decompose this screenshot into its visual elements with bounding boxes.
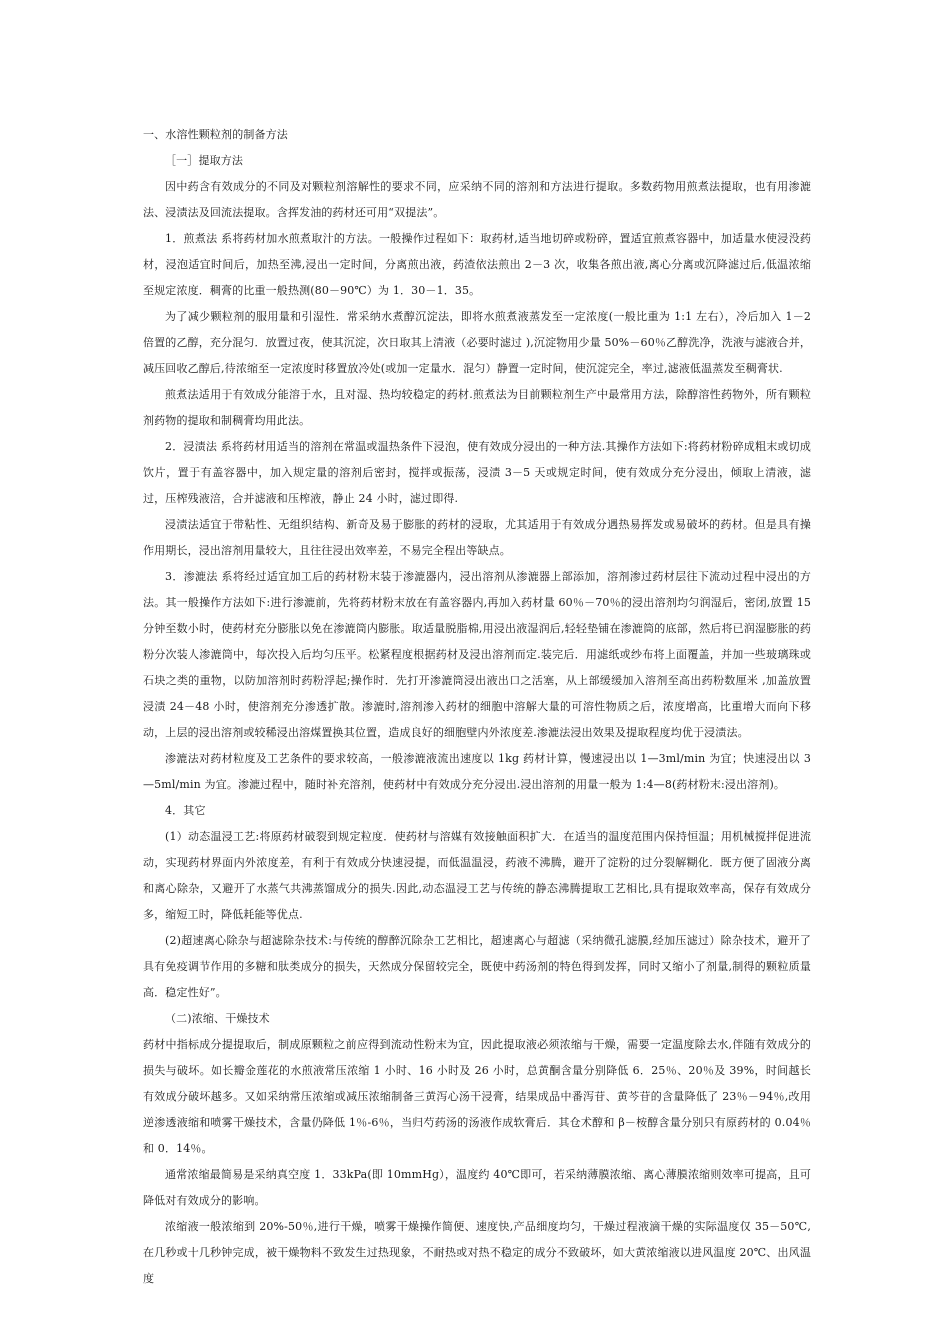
paragraph-maceration-method: 2．浸渍法 系将药材用适当的溶剂在常温或温热条件下浸泡，使有效成分浸出的一种方法.其操作方法如下:将药材粉碎成粗末或切成饮片，置于有盖容器中，加入规定量的溶剂后密封，搅拌或振荡，浸渍 3－5 天或规定时间，使有效成分充分浸出，倾取上清液，滤过，压榨残液涪，合并滤液和压榨液，静止 24 小时，滤过即得. — [143, 440, 811, 505]
document-page — [143, 122, 811, 1292]
paragraph-maceration-application: 浸渍法适宜于带粘性、无组织结构、新奇及易于膨胀的药材的浸取，尤其适用于有效成分遇热易挥发或易破坏的药材。但是具有操作用期长，浸出溶剂用量较大，且往往浸出效率差，不易完全程出等缺点。 — [143, 518, 811, 557]
paragraph-intro: 因中药含有效成分的不同及对颗粒剂溶解性的要求不同，应采纳不同的溶剂和方法进行提取。多数药物用煎煮法提取，也有用渗漉法、浸渍法及回流法提取。含挥发油的药材还可用“双提法”。 — [143, 180, 811, 219]
subsection-heading: ［一］提取方法 — [165, 154, 244, 167]
paragraph-concentration-intro: 药材中指标成分提提取后，制成原颗粒之前应得到流动性粉末为宜，因此提取液必须浓缩与干燥，需要一定温度除去水,伴随有效成分的损失与破坏。如长瓣金莲花的水煎液常压浓缩 1 小时、16 小时及 26 小时，总黄酮含量分别降低 6．25％、20％及 39%，时间越长有效成分破坏越多。又如采纳常压浓缩或减压浓缩制备三黄泻心汤干浸膏，结果成品中番泻苷、黄芩苷的含量降低了 23％－94％,改用逆渗透液缩和喷雾干燥技术，含量仍降低 1％-6％，当归芍药汤的汤液作成软膏后．其仓术醇和 β－桉醇含量分别只有原药材的 0.04％和 0．14％。 — [143, 1038, 811, 1155]
subsection-heading-concentration: （二)浓缩、干燥技术 — [165, 1012, 270, 1025]
paragraph-spray-drying: 浓缩液一般浓缩到 20%-50％,进行干燥，喷雾干燥操作简便、速度快,产品细度均匀，干燥过程液滴干燥的实际温度仅 35－50℃,在几秒或十几秒钟完成，被干燥物料不致发生过热现象，不耐热或对热不稳定的成分不致破坏，如大黄浓缩液以进风温度 20℃、出风温度 — [143, 1220, 811, 1285]
paragraph-decoction-application: 煎煮法适用于有效成分能溶于水，且对湿、热均较稳定的药材.煎煮法为目前颗粒剂生产中最常用方法，除醇溶性药物外，所有颗粒剂药物的提取和制稠膏均用此法。 — [143, 388, 811, 427]
paragraph-vacuum-concentration: 通常浓缩最简易是采纳真空度 1．33kPa(即 10mmHg），温度约 40℃即可，若采纳薄膜浓缩、离心薄膜浓缩则效率可提高，且可降低对有效成分的影响。 — [143, 1168, 811, 1207]
paragraph-other-heading: 4．其它 — [165, 804, 206, 817]
paragraph-dynamic-warm-soak: (1）动态温浸工艺:将原药材破裂到规定粒度．使药材与溶媒有效接触面积扩大．在适当的温度范围内保持恒温；用机械搅拌促进流动，实现药材界面内外浓度差，有利于有效成分快速浸提，而低温温浸，药液不沸腾，避开了淀粉的过分裂解糊化．既方便了固液分离和离心除杂，又避开了水蒸气共沸蒸馏成分的损失.因此,动态温浸工艺与传统的静态沸腾提取工艺相比,具有提取效率高，保存有效成分多，缩短工时，降低耗能等优点. — [143, 830, 811, 921]
paragraph-alcohol-precipitation: 为了减少颗粒剂的服用量和引湿性．常采纳水煮醇沉淀法，即将水煎煮液蒸发至一定浓度(一般比重为 1:1 左右），冷后加入 1－2 倍置的乙醇，充分混匀．放置过夜，使其沉淀，次日取其上清液（必要时滤过 ),沉淀物用少量 50%－60％乙醇洗净，洗液与滤液合并，减压回收乙醇后,待浓缩至一定浓度时移置放冷处(或加一定量水．混匀）静置一定时间，使沉淀完全，率过,滤液低温蒸发至稠膏状. — [143, 310, 811, 375]
paragraph-percolation-requirements: 渗漉法对药材粒度及工艺条件的要求较高，一般渗漉液流出速度以 1kg 药材计算，慢速浸出以 1—3ml/min 为宜；快速浸出以 3—5ml/min 为宜。渗漉过程中，随时补充溶剂，使药材中有效成分充分浸出.浸出溶剂的用量一般为 1:4—8(药材粉末:浸出溶剂)。 — [143, 752, 811, 791]
section-heading: 一、水溶性颗粒剂的制备方法 — [143, 128, 288, 141]
paragraph-decoction-method: 1．煎煮法 系将药材加水煎煮取汁的方法。一般操作过程如下：取药材,适当地切碎或粉碎，置适宜煎煮容器中，加适量水使浸没药材，浸泡适宜时间后，加热至沸,浸出一定时间，分离煎出液，药渣依法煎出 2－3 次，收集各煎出液,离心分离或沉降滤过后,低温浓缩至规定浓度．稠膏的比重一般热测(80－90℃）为 1．30－1．35。 — [143, 232, 811, 297]
paragraph-percolation-method: 3．渗漉法 系将经过适宜加工后的药材粉末装于渗漉器内，浸出溶剂从渗漉器上部添加，溶剂渗过药材层往下流动过程中浸出的方法。其一般操作方法如下:进行渗漉前，先将药材粉末放在有盖容器内,再加入药材量 60％－70％的浸出溶剂均匀润湿后，密闭,放置 15 分钟至数小时，使药材充分膨胀以免在渗漉筒内膨胀。取适量脱脂棉,用浸出液湿润后,轻轻垫铺在渗漉筒的底部，然后将已润湿膨胀的药粉分次装人渗漉筒中，每次投入后均匀压平。松紧程度根据药材及浸出溶剂而定.装完后．用滤纸或纱布将上面覆盖，并加一些玻璃珠或石块之类的重物，以防加溶剂时药粉浮起;操作时．先打开渗漉筒浸出液出口之活塞，从上部缓缓加入溶剂至高出药粉数厘米 ,加盖放置浸渍 24－48 小时，使溶剂充分渗透扩散。渗漉时,溶剂渗入药材的细胞中溶解大量的可溶性物质之后，浓度增高，比重增大而向下移动，上层的浸出溶剂或较稀浸出溶煤置换其位置，造成良好的细胞壁内外浓度差.渗漉法浸出效果及提取程度均优于浸渍法。 — [143, 570, 811, 739]
paragraph-ultracentrifuge: (2)超速离心除杂与超滤除杂技术:与传统的醇醉沉除杂工艺相比，超速离心与超滤（采纳微孔滤膜,经加压滤过）除杂技术，避开了具有免疫调节作用的多糖和肽类成分的损失，天然成分保留较完全，既使中药汤剂的特色得到发挥，同时又缩小了剂量,制得的颗粒质量高．稳定性好”。 — [143, 934, 811, 999]
